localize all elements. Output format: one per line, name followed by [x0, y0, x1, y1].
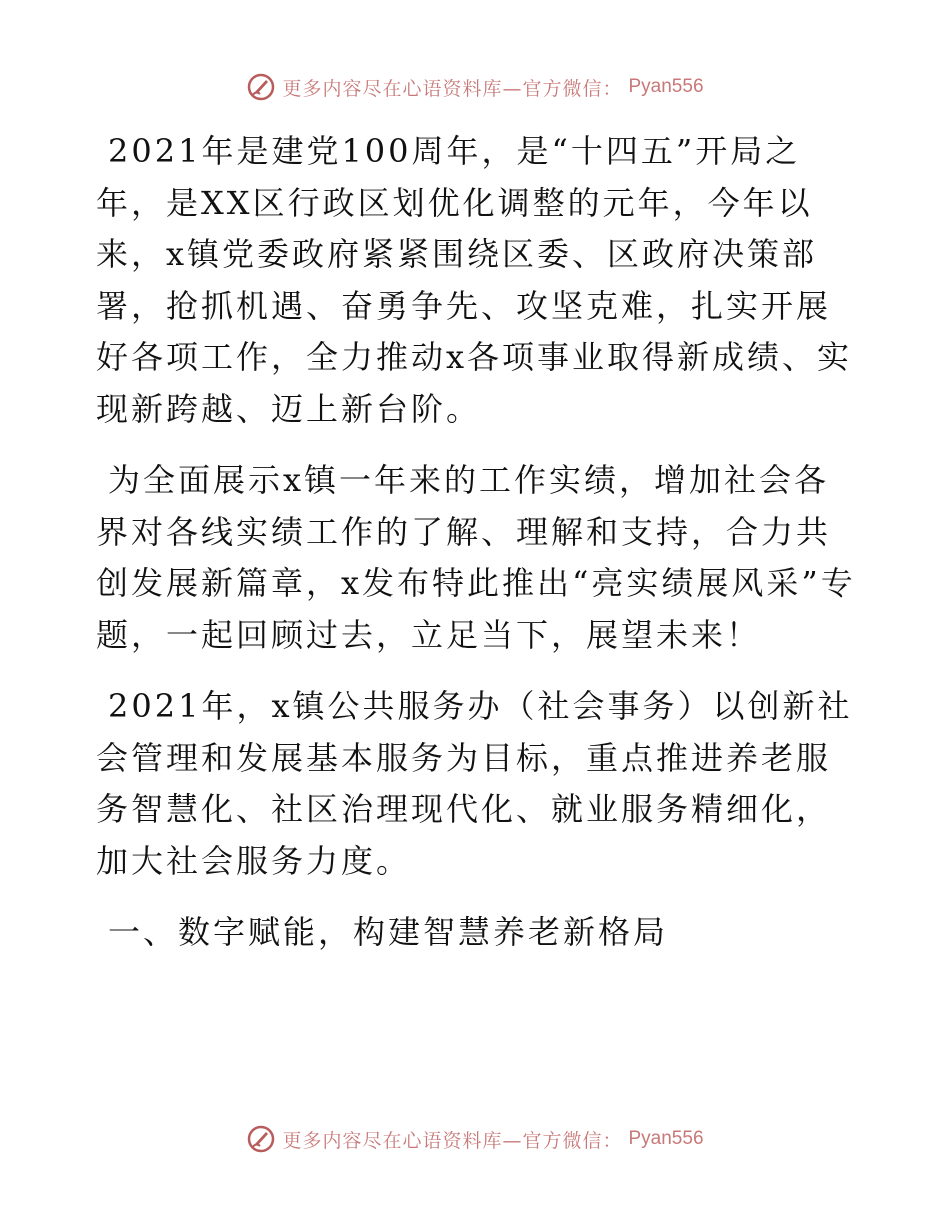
footer-watermark [0, 1124, 950, 1154]
paragraph-3: 2021年，x镇公共服务办（社会事务）以创新社会管理和发展基本服务为目标，重点推进养老服务智慧化、社区治理现代化、就业服务精细化，加大社会服务力度。 [96, 687, 853, 880]
watermark-text: 更多内容尽在心语资料库—官方微信： [282, 77, 623, 100]
section-heading: 一、数字赋能，构建智慧养老新格局 [108, 913, 669, 951]
watermark-id: Pyan556 [628, 1128, 704, 1149]
watermark-text: 更多内容尽在心语资料库—官方微信： [282, 1129, 623, 1152]
watermark-id: Pyan556 [628, 76, 704, 97]
header-watermark [0, 72, 950, 102]
paragraph-1: 2021年是建党100周年，是“十四五”开局之年，是XX区行政区划优化调整的元年，今年以来，x镇党委政府紧紧围绕区委、区政府决策部署，抢抓机遇、奋勇争先、攻坚克难，扎实开展好各项工作，全力推动x各项事业取得新成绩、实现新跨越、迈上新台阶。 [96, 132, 853, 428]
document-body [96, 126, 856, 979]
paragraph-2: 为全面展示x镇一年来的工作实绩，增加社会各界对各线实绩工作的了解、理解和支持，合力共创发展新篇章，x发布特此推出“亮实绩展风采”专题，一起回顾过去，立足当下，展望未来！ [96, 461, 856, 654]
watermark-logo-icon [246, 1124, 276, 1154]
watermark-logo-icon [246, 72, 276, 102]
